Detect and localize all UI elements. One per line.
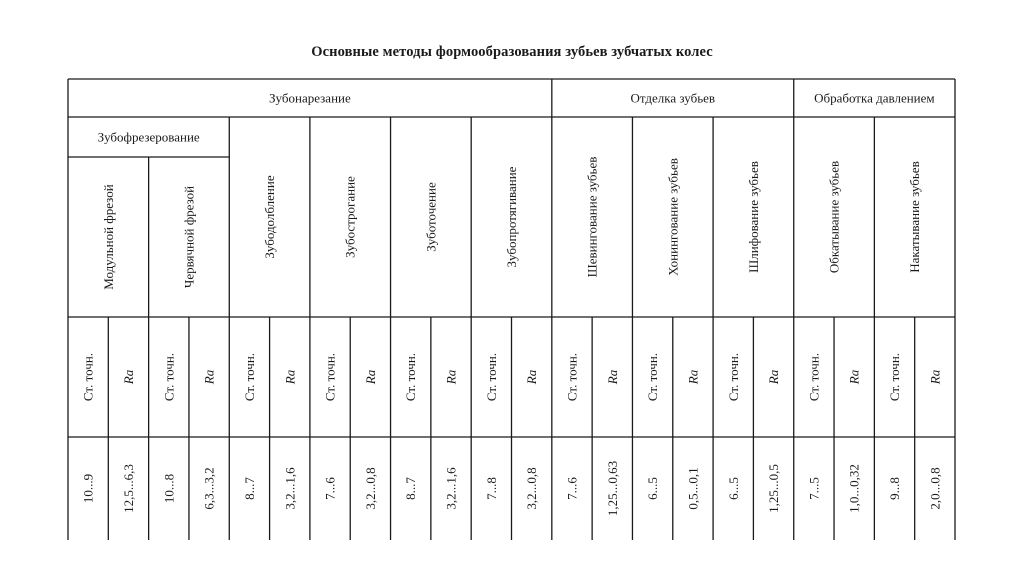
param-label-ra: Ra bbox=[927, 369, 943, 385]
value-ra: 2,0...0,8 bbox=[927, 467, 943, 510]
method-label: Зубопротягивание bbox=[504, 166, 519, 268]
param-label-accuracy: Ст. точн. bbox=[564, 352, 580, 402]
method-label: Модульной фрезой bbox=[100, 184, 116, 290]
param-label-ra: Ra bbox=[604, 369, 620, 385]
value-accuracy: 10...8 bbox=[161, 473, 177, 504]
method-label: Шлифование зубьев bbox=[745, 161, 761, 273]
value-ra: 1,25...0,63 bbox=[604, 460, 620, 517]
subgroup-header: Зубофрезерование bbox=[97, 129, 200, 145]
method-label: Зуботочение bbox=[423, 182, 439, 252]
method-label: Зубодолбление bbox=[262, 175, 278, 259]
param-label-accuracy: Ст. точн. bbox=[322, 352, 338, 402]
group-header: Зубонарезание bbox=[269, 90, 351, 106]
group-header: Обработка давлением bbox=[814, 90, 935, 106]
value-ra: 0,5...0,1 bbox=[685, 467, 701, 510]
method-label: Накатывание зубьев bbox=[907, 161, 923, 273]
method-label: Хонингование зубьев bbox=[665, 158, 681, 276]
value-ra: 1,0...0,32 bbox=[846, 464, 862, 513]
value-accuracy: 8...7 bbox=[403, 477, 419, 500]
param-label-ra: Ra bbox=[282, 369, 298, 385]
value-ra: 3,2...0,8 bbox=[524, 467, 540, 510]
param-label-ra: Ra bbox=[443, 369, 459, 385]
value-accuracy: 7...8 bbox=[483, 477, 499, 500]
param-label-accuracy: Ст. точн. bbox=[887, 352, 903, 402]
value-accuracy: 8...7 bbox=[241, 477, 257, 500]
param-label-accuracy: Ст. точн. bbox=[645, 352, 661, 402]
param-label-accuracy: Ст. точн. bbox=[403, 352, 419, 402]
value-accuracy: 9...8 bbox=[887, 477, 903, 500]
param-label-ra: Ra bbox=[201, 369, 217, 385]
param-label-accuracy: Ст. точн. bbox=[725, 352, 741, 402]
value-accuracy: 10...9 bbox=[80, 473, 96, 504]
param-label-ra: Ra bbox=[685, 369, 701, 385]
value-ra: 12,5...6,3 bbox=[120, 464, 136, 513]
value-accuracy: 7...6 bbox=[564, 477, 580, 500]
value-accuracy: 7...5 bbox=[806, 477, 822, 500]
value-ra: 1,25...0,5 bbox=[766, 464, 782, 513]
param-label-accuracy: Ст. точн. bbox=[241, 352, 257, 402]
param-label-ra: Ra bbox=[524, 369, 540, 385]
param-label-ra: Ra bbox=[846, 369, 862, 385]
method-label: Зубострогание bbox=[342, 176, 358, 258]
value-ra: 3,2...1,6 bbox=[443, 467, 459, 510]
value-ra: 3,2...1,6 bbox=[282, 467, 298, 510]
param-label-accuracy: Ст. точн. bbox=[806, 352, 822, 402]
value-accuracy: 7...6 bbox=[322, 477, 338, 500]
param-label-accuracy: Ст. точн. bbox=[161, 352, 177, 402]
value-ra: 3,2...0,8 bbox=[362, 467, 378, 510]
method-label: Червячной фрезой bbox=[181, 185, 197, 289]
table-title: Основные методы формообразования зубьев зубчатых колес bbox=[311, 44, 713, 60]
method-label: Обкатывание зубьев bbox=[826, 160, 842, 274]
value-accuracy: 6...5 bbox=[645, 477, 661, 500]
param-label-accuracy: Ст. точн. bbox=[483, 352, 499, 402]
param-label-ra: Ra bbox=[766, 369, 782, 385]
param-label-ra: Ra bbox=[120, 369, 136, 385]
method-label: Шевингование зубьев bbox=[584, 156, 600, 278]
param-label-accuracy: Ст. точн. bbox=[80, 352, 96, 402]
value-ra: 6,3...3,2 bbox=[201, 467, 217, 510]
value-accuracy: 6...5 bbox=[725, 477, 741, 500]
group-header: Отделка зубьев bbox=[630, 90, 716, 106]
param-label-ra: Ra bbox=[362, 369, 378, 385]
